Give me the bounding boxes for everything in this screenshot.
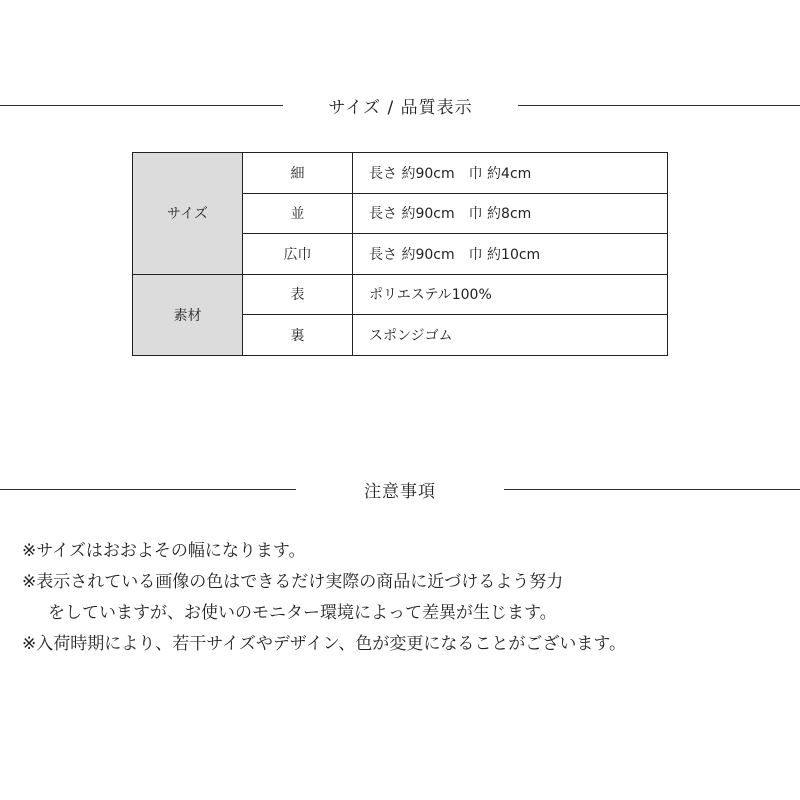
heading-rule-left [0,489,296,490]
note-line-continuation: をしていますが、お使いのモニター環境によって差異が生じます。 [48,603,557,623]
notes-heading-title: 注意事項 [364,481,436,502]
note-line: ※表示されている画像の色はできるだけ実際の商品に近づけるよう努力 [22,572,564,592]
table-row [133,274,668,315]
size-category-cell: サイズ [133,153,243,275]
size-value-cell: 長さ 約90cm 巾 約8cm [353,193,668,234]
spec-heading-title: サイズ / 品質表示 [328,97,473,118]
material-label-cell: 表 [243,274,353,315]
material-label-cell: 裏 [243,315,353,356]
notes-section-heading [0,477,800,501]
table-row [133,153,668,194]
size-quality-table [132,152,668,356]
size-value-cell: 長さ 約90cm 巾 約4cm [353,153,668,194]
size-label-cell: 広巾 [243,234,353,275]
material-value-cell: ポリエステル100% [353,274,668,315]
heading-rule-right [518,105,800,106]
heading-rule-right [504,489,800,490]
note-line: ※サイズはおおよその幅になります。 [22,541,306,561]
size-value-cell: 長さ 約90cm 巾 約10cm [353,234,668,275]
note-line: ※入荷時期により、若干サイズやデザイン、色が変更になることがございます。 [22,634,626,654]
heading-rule-left [0,105,283,106]
size-label-cell: 細 [243,153,353,194]
spec-section-heading [0,93,800,117]
notes-list [22,536,798,660]
material-category-cell: 素材 [133,274,243,355]
material-value-cell: スポンジゴム [353,315,668,356]
size-label-cell: 並 [243,193,353,234]
